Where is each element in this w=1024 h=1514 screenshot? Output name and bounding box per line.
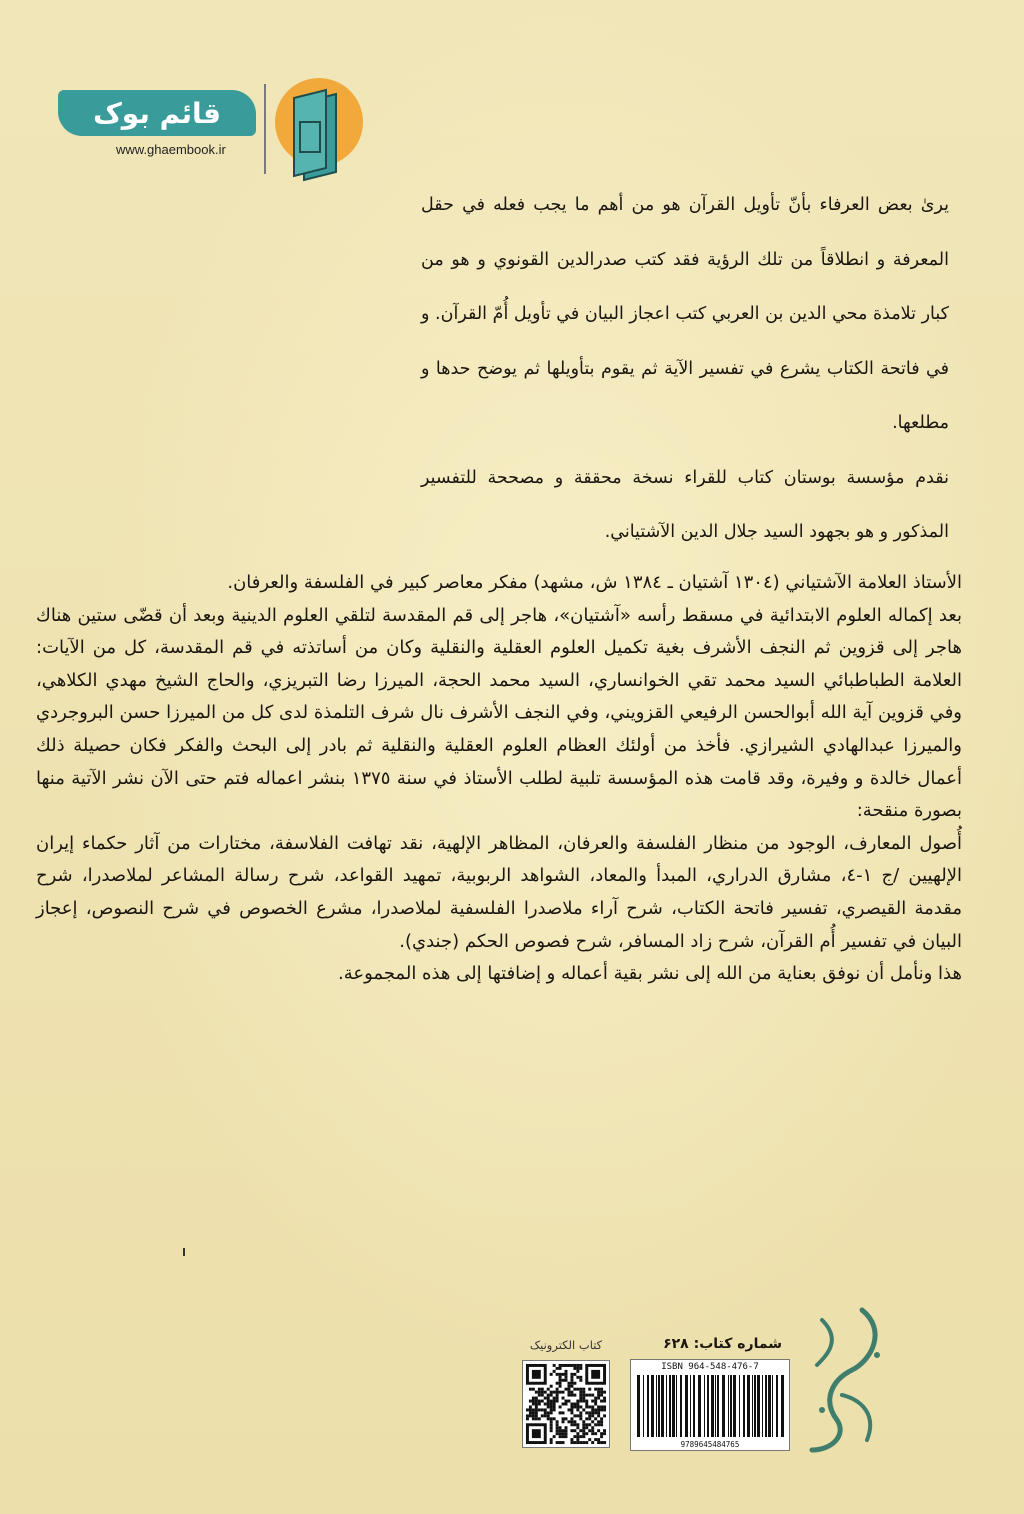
barcode-digits: 9789645484765 [680,1440,740,1449]
publisher-calligraphy-logo-icon [792,1300,902,1460]
isbn-text: ISBN 964-548-476-7 [661,1362,759,1372]
qr-code-icon [522,1360,610,1448]
bio-paragraph: الأستاذ العلامة الآشتياني (١٣٠٤ آشتيان ـ ١٣٨٤ ش، مشهد) مفكر معاصر كبير في الفلسفة والعرفان. [227,572,962,593]
logo-divider [264,84,266,174]
book-stack-icon [274,72,364,182]
stray-mark [183,1248,185,1256]
bio-paragraph: بعد إكماله العلوم الابتدائية في مسقط رأسه «آشتيان»، هاجر إلى قم المقدسة لتلقي العلوم الدينية وبعد أن قضّى ستين هناك هاجر إلى قزوين ثم النجف الأشرف بغية تكميل العلوم العقلية والنقلية وكان من أساتذته في قم المقدسة، كل من الآيات: العلامة الطباطبائي السيد محمد تقي الخوانساري، السيد محمد الحجة، الميرزا رضا التبريزي، والحاج الشيخ مهدي الكلاهي، وفي قزوين آية الله أبوالحسن الرفيعي القزويني، وفي النجف الأشرف نال شرف التلمذة لدى كل من الميرزا حسن البروجردي والميرزا عبدالهادي الشيرازي. فأخذ من أولئك العظام العلوم العقلية والنقلية ثم بادر إلى البحث والفكر فكان حصيلة ذلك أعمال خالدة و وفيرة، وقد قامت هذه المؤسسة تلبية لطلب الأستاذ في سنة ١٣٧٥ بنشر اعماله فتم حتى الآن نشر الآتية منها بصورة منقحة: [36,604,962,822]
book-number: شماره كتاب: ۶۲۸ [663,1336,782,1352]
upper-paragraph: يرىٰ بعض العرفاء بأنّ تأويل القرآن هو من أهم ما يجب فعله في حقل المعرفة و انطلاقاً من تلك الرؤية فقد كتب صدرالدين القونوي و هو من كبار تلامذة محي الدين بن العربي كتب اعجاز البيان في تأويل أُمّ القرآن. و في فاتحة الكتاب يشرع في تفسير الآية ثم يقوم بتأويلها ثم يوضح حدها و مطلعها. [421,195,949,433]
upper-paragraph: نقدم مؤسسة بوستان كتاب للقراء نسخة محققة و مصححة للتفسير المذكور و هو بجهود السيد جلال الدين الآشتياني. [421,467,949,542]
bio-paragraph: أُصول المعارف، الوجود من منظار الفلسفة والعرفان، المظاهر الإلهية، نقد تهافت الفلاسفة، مختارات من آثار حكماء إيران الإلهيين /ج ١-٤، مشارق الدراري، المبدأ والمعاد، الشواهد الربوبية، تمهيد القواعد، شرح رسالة المشاعر لملاصدرا، شرح مقدمة القيصري، تفسير فاتحة الكتاب، شرح آراء ملاصدرا الفلسفية لملاصدرا، مشرع الخصوص في شرح النصوص، إعجاز البيان في تفسير أُم القرآن، شرح زاد المسافر، شرح فصوص الحكم (جندي). [36,832,962,952]
publisher-logo [58,72,358,182]
ebook-label: کتاب الکترونیک [529,1338,603,1352]
author-biography [36,567,962,991]
barcode-bars-icon [635,1375,785,1437]
logo-url: www.ghaembook.ir [116,142,226,157]
logo-brand-text: قائم بوک [58,90,256,136]
isbn-barcode [630,1359,790,1451]
upper-description [421,178,949,560]
bio-paragraph: هذا ونأمل أن نوفق بعناية من الله إلى نشر بقية أعماله و إضافتها إلى هذه المجموعة. [338,963,962,985]
